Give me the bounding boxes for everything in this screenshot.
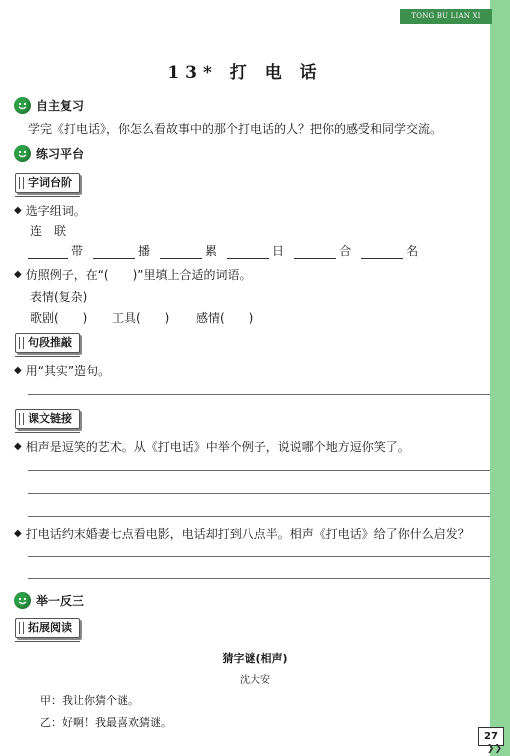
smiley-face-icon <box>14 145 31 162</box>
fill-blank-row <box>28 242 428 259</box>
question-prompt: 相声是逗笑的艺术。从《打电话》中举个例子，说说哪个地方逗你笑了。 <box>25 440 410 454</box>
tag-sentence-refine: 句段推敲 <box>15 333 80 353</box>
blank-field[interactable] <box>294 244 336 259</box>
answer-line[interactable] <box>28 470 490 471</box>
reading-author: 沈大安 <box>240 675 270 686</box>
tag-word-steps: 字词台阶 <box>15 173 80 193</box>
imitate-item: 工具( ) <box>112 311 170 325</box>
example-text: 表情(复杂) <box>30 290 88 304</box>
smiley-face-icon <box>14 592 31 609</box>
page-number: 27 <box>478 727 504 746</box>
answer-line[interactable] <box>28 556 490 557</box>
question-prompt: 用“其实”造句。 <box>25 364 111 378</box>
answer-line[interactable] <box>28 578 490 579</box>
section-review <box>14 96 84 114</box>
blank-field[interactable] <box>93 244 135 259</box>
section-extend <box>14 591 84 609</box>
diamond-bullet-icon: ◆ <box>14 528 22 539</box>
imitate-item: 歌剧( ) <box>30 311 88 325</box>
diamond-bullet-icon: ◆ <box>14 205 22 216</box>
question-prompt: 选字组词。 <box>25 204 86 218</box>
right-margin-bar <box>490 0 510 756</box>
blank-field[interactable] <box>28 244 68 259</box>
question-prompt: 仿照例子，在“( )”里填上合适的词语。 <box>25 268 252 282</box>
question-make-sentence <box>14 362 110 379</box>
blank-field[interactable] <box>227 244 269 259</box>
header-banner: TONG BU LIAN XI <box>400 9 492 24</box>
smiley-face-icon <box>14 97 31 114</box>
diamond-bullet-icon: ◆ <box>14 365 22 376</box>
fill-blank-item: 累 <box>160 242 221 259</box>
section-label-extend: 举一反三 <box>36 593 85 608</box>
next-arrows-icon: ❯❯ <box>486 744 502 754</box>
fill-blank-item: 带 <box>28 242 87 259</box>
reading-title: 猜字谜(相声) <box>222 652 288 665</box>
dialog-line: 乙：好啊！我最喜欢猜谜。 <box>40 716 172 729</box>
answer-line[interactable] <box>28 493 490 494</box>
answer-line[interactable] <box>28 394 490 395</box>
answer-line[interactable] <box>28 516 490 517</box>
section-label-review: 自主复习 <box>36 98 85 113</box>
fill-blank-item: 日 <box>227 242 288 259</box>
blank-field[interactable] <box>361 244 403 259</box>
word-choices: 连 联 <box>30 224 67 238</box>
tag-text-link: 课文链接 <box>15 409 80 429</box>
review-text: 学完《打电话》，你怎么看故事中的那个打电话的人？把你的感受和同学交流。 <box>28 122 443 136</box>
question-crosstalk-example <box>14 438 410 455</box>
question-choose-words <box>14 202 86 219</box>
fill-blank-item: 合 <box>294 242 355 259</box>
section-label-practice: 练习平台 <box>36 146 85 161</box>
tag-extended-reading: 拓展阅读 <box>15 618 80 638</box>
lesson-title: 13* 打 电 话 <box>167 63 323 83</box>
question-prompt: 打电话约末婚妻七点看电影，电话却打到八点半。相声《打电话》给了你什么启发？ <box>25 527 470 541</box>
section-practice <box>14 144 84 162</box>
blank-field[interactable] <box>160 244 202 259</box>
fill-blank-item: 名 <box>361 242 422 259</box>
fill-blank-item: 播 <box>93 242 154 259</box>
diamond-bullet-icon: ◆ <box>14 441 22 452</box>
dialog-line: 甲：我让你猜个谜。 <box>40 694 139 707</box>
imitate-item: 感情( ) <box>196 311 254 325</box>
diamond-bullet-icon: ◆ <box>14 269 22 280</box>
question-inspiration <box>14 525 470 542</box>
question-imitate-example <box>14 266 252 283</box>
